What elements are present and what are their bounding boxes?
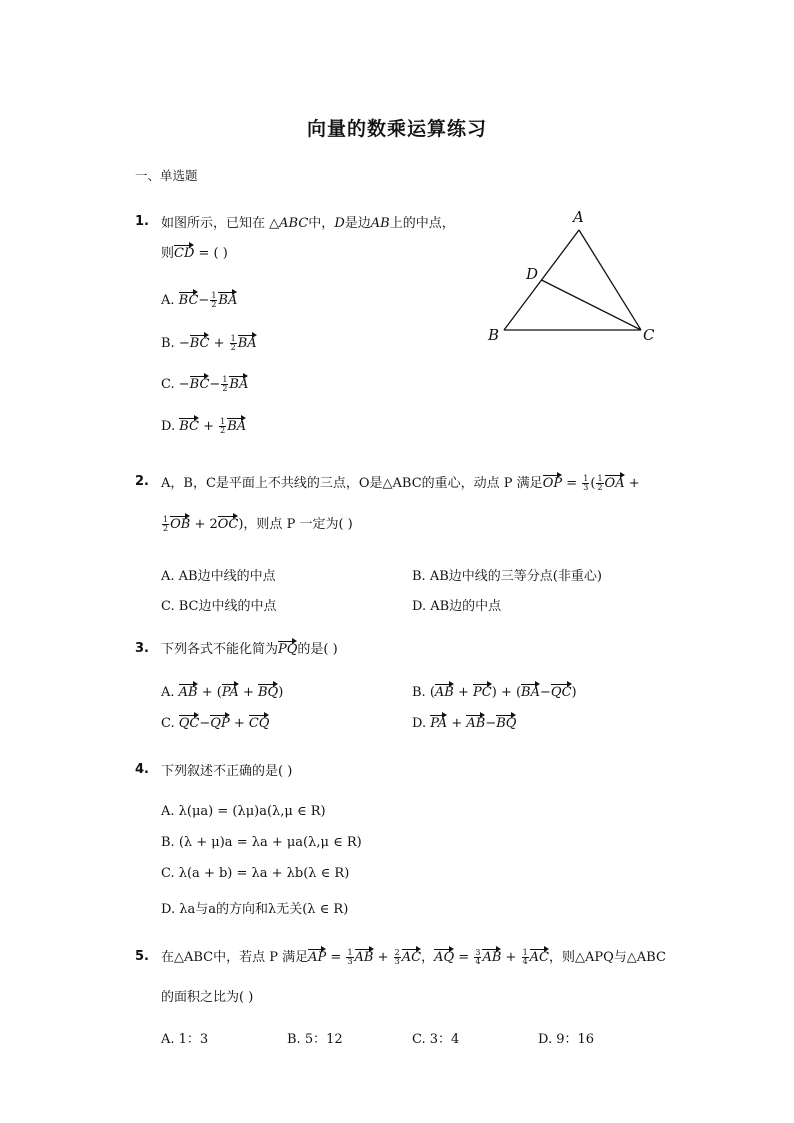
question-5-number: 5. xyxy=(135,949,149,964)
triangle-diagram xyxy=(482,204,662,349)
q1-text-d: D xyxy=(334,216,345,231)
frac-den: 2 xyxy=(230,343,236,352)
q1-text-b: ABC xyxy=(279,216,309,231)
q3-option-b[interactable]: B. (AB + PC) + (BA−QC) xyxy=(412,682,577,700)
vector-ac: AC xyxy=(530,947,549,965)
vector-qc: QC xyxy=(179,713,200,731)
fraction xyxy=(219,418,226,435)
q3-option-c-label: C. xyxy=(161,716,175,731)
vector-qp: QP xyxy=(210,713,229,731)
fraction xyxy=(221,376,228,393)
fraction xyxy=(394,949,401,966)
vertex-label-c: C xyxy=(643,326,655,344)
frac-den: 2 xyxy=(597,483,603,492)
vector-ba: BA xyxy=(521,682,540,700)
section-heading: 一、单选题 xyxy=(135,168,198,183)
vector-bq: BQ xyxy=(258,682,278,700)
vertex-label-d: D xyxy=(526,265,539,283)
frac-num: 1 xyxy=(583,474,589,483)
vector-oc: OC xyxy=(218,514,239,532)
frac-den: 3 xyxy=(583,483,589,492)
q1-then: 则 xyxy=(161,246,175,261)
vector-ab: AB xyxy=(355,947,374,965)
q2-text: A，B，C是平面上不共线的三点，O是△ABC的重心，动点 P 满足 xyxy=(161,476,543,491)
q1-option-c-sign: − xyxy=(178,377,190,392)
vector-cq: CQ xyxy=(249,713,270,731)
question-2-number: 2. xyxy=(135,474,149,489)
q1-text-e: 是边 xyxy=(344,216,371,231)
q4-option-a[interactable]: A. λ(μa) = (λμ)a(λ,μ ∈ R) xyxy=(161,804,326,819)
frac-den: 2 xyxy=(211,300,217,309)
q1-option-a[interactable] xyxy=(161,290,237,309)
question-4-number: 4. xyxy=(135,762,149,777)
question-1-number: 1. xyxy=(135,214,149,229)
q1-option-d-op: + xyxy=(198,419,219,434)
frac-den: 2 xyxy=(220,426,226,435)
vector-qc: QC xyxy=(551,682,572,700)
vector-bq: BQ xyxy=(496,713,516,731)
q1-equals-blank: = ( ) xyxy=(194,246,228,261)
q1-option-b[interactable] xyxy=(161,333,257,352)
question-1-stem-line2 xyxy=(161,242,228,261)
q4-option-b[interactable]: B. (λ + μ)a = λa + μa(λ,μ ∈ R) xyxy=(161,835,362,850)
triangle-symbol: △ xyxy=(265,216,280,231)
frac-num: 1 xyxy=(222,375,228,384)
vector-oa: OA xyxy=(605,473,625,491)
q1-option-c-label: C. xyxy=(161,377,175,392)
frac-num: 3 xyxy=(475,948,481,957)
vector-bc: BC xyxy=(190,374,210,392)
q1-text-a: 如图所示，已知在 xyxy=(161,216,266,231)
question-2-stem-line2: $\frac{1}{2}$ OB + 2OC)，则点 P 一定为( ) xyxy=(163,515,353,533)
vector-ba: BA xyxy=(229,374,248,392)
vector-aq: AQ xyxy=(434,947,454,965)
page-title: 向量的数乘运算练习 xyxy=(306,118,487,140)
question-3-number: 3. xyxy=(135,641,149,656)
q2-option-b[interactable]: B. AB边中线的三等分点(非重心) xyxy=(412,569,602,584)
fraction xyxy=(346,949,353,966)
vector-bc: BC xyxy=(179,290,199,308)
q1-option-b-op: + xyxy=(209,336,229,351)
fraction xyxy=(210,292,217,309)
frac-den: 2 xyxy=(163,524,169,533)
q1-text-f: AB xyxy=(370,216,390,231)
question-1-stem-line1 xyxy=(161,212,455,231)
question-5-stem-line2: 的面积之比为( ) xyxy=(161,990,254,1005)
frac-den: 4 xyxy=(475,957,481,966)
question-3-stem xyxy=(161,638,338,657)
q5-text-a: 在△ABC中，若点 P 满足 xyxy=(161,950,309,965)
q5-text-c: ，则△APQ与△ABC xyxy=(549,950,666,965)
q1-option-c-op: − xyxy=(209,377,221,392)
q3-text-b: 的是( ) xyxy=(297,642,338,657)
vector-op: OP xyxy=(543,473,562,491)
q1-option-c[interactable] xyxy=(161,374,248,393)
vector-ab: AB xyxy=(435,682,454,700)
fraction xyxy=(582,475,589,492)
q1-text-g: 上的中点， xyxy=(389,216,455,231)
frac-den: 3 xyxy=(347,957,353,966)
frac-num: 1 xyxy=(220,417,226,426)
fraction xyxy=(596,475,603,492)
frac-num: 2 xyxy=(394,948,400,957)
vector-pq: PQ xyxy=(278,639,297,657)
q2-option-c[interactable]: C. BC边中线的中点 xyxy=(161,599,277,614)
vector-pa: PA xyxy=(222,682,239,700)
q3-option-a-label: A. xyxy=(161,685,175,700)
q3-option-b-label: B. xyxy=(412,685,426,700)
q4-option-c[interactable]: C. λ(a + b) = λa + λb(λ ∈ R) xyxy=(161,866,350,881)
question-2-stem-line1: A，B，C是平面上不共线的三点，O是△ABC的重心，动点 P 满足OP = $\frac{1}{3}$ ( $\frac{1}{2}$ OA + xyxy=(161,474,640,492)
frac-den: 2 xyxy=(222,384,228,393)
vector-ba: BA xyxy=(227,416,246,434)
vector-ba: BA xyxy=(218,290,237,308)
frac-num: 1 xyxy=(211,291,217,300)
q2-tail: )，则点 P 一定为( ) xyxy=(238,517,353,532)
q4-option-d[interactable]: D. λa与a的方向和λ无关(λ ∈ R) xyxy=(161,902,349,917)
q5-option-d[interactable]: D. 9：16 xyxy=(538,1032,595,1047)
vertex-label-b: B xyxy=(488,326,500,344)
fraction xyxy=(522,949,529,966)
q5-option-b[interactable]: B. 5：12 xyxy=(287,1032,343,1047)
q1-option-a-label: A. xyxy=(161,293,175,308)
q3-option-d-label: D. xyxy=(412,716,427,731)
q1-option-d-label: D. xyxy=(161,419,176,434)
fraction xyxy=(474,949,481,966)
vector-bc: BC xyxy=(190,333,210,351)
frac-num: 1 xyxy=(347,948,353,957)
frac-num: 1 xyxy=(522,948,528,957)
vector-cd: CD xyxy=(174,243,194,261)
q1-option-d[interactable] xyxy=(161,416,246,435)
q2-option-d[interactable]: D. AB边的中点 xyxy=(412,599,502,614)
vector-ab: AB xyxy=(482,947,501,965)
q1-option-b-label: B. xyxy=(161,336,175,351)
vector-ab: AB xyxy=(466,713,485,731)
q3-option-c[interactable]: C. QC−QP + CQ xyxy=(161,713,269,731)
frac-num: 1 xyxy=(597,474,603,483)
vector-ob: OB xyxy=(170,514,190,532)
vector-ba: BA xyxy=(238,333,257,351)
frac-den: 4 xyxy=(522,957,528,966)
q3-text-a: 下列各式不能化简为 xyxy=(161,642,279,657)
q3-option-a[interactable]: A. AB + (PA + BQ) xyxy=(161,682,283,700)
question-4-stem: 下列叙述不正确的是( ) xyxy=(161,764,293,779)
vector-ap: AP xyxy=(308,947,326,965)
q3-option-d[interactable]: D. PA + AB−BQ xyxy=(412,713,516,731)
vector-bc: BC xyxy=(179,416,199,434)
vector-ab: AB xyxy=(179,682,198,700)
frac-num: 1 xyxy=(230,334,236,343)
vector-pa: PA xyxy=(430,713,447,731)
fraction xyxy=(230,335,237,352)
q5-option-a[interactable]: A. 1：3 xyxy=(161,1032,209,1047)
fraction xyxy=(162,516,169,533)
q5-option-c[interactable]: C. 3：4 xyxy=(412,1032,460,1047)
q1-option-b-sign: − xyxy=(178,336,190,351)
vertex-label-a: A xyxy=(573,208,584,226)
q1-text-c: 中， xyxy=(308,216,335,231)
frac-num: 1 xyxy=(163,515,169,524)
q5-comma: ， xyxy=(421,950,435,965)
q1-option-a-op: − xyxy=(198,293,210,308)
vector-ac: AC xyxy=(402,947,421,965)
vector-pc: PC xyxy=(473,682,492,700)
question-5-stem-line1: 在△ABC中，若点 P 满足AP = $\frac{1}{3}$ AB + $\frac{2}{3}$ AC，AQ = $\frac{3}{4}$ AB + $\frac{1}{4}$ AC，则△APQ与△ABC xyxy=(161,948,666,966)
frac-den: 3 xyxy=(394,957,400,966)
q2-option-a[interactable]: A. AB边中线的中点 xyxy=(161,569,276,584)
